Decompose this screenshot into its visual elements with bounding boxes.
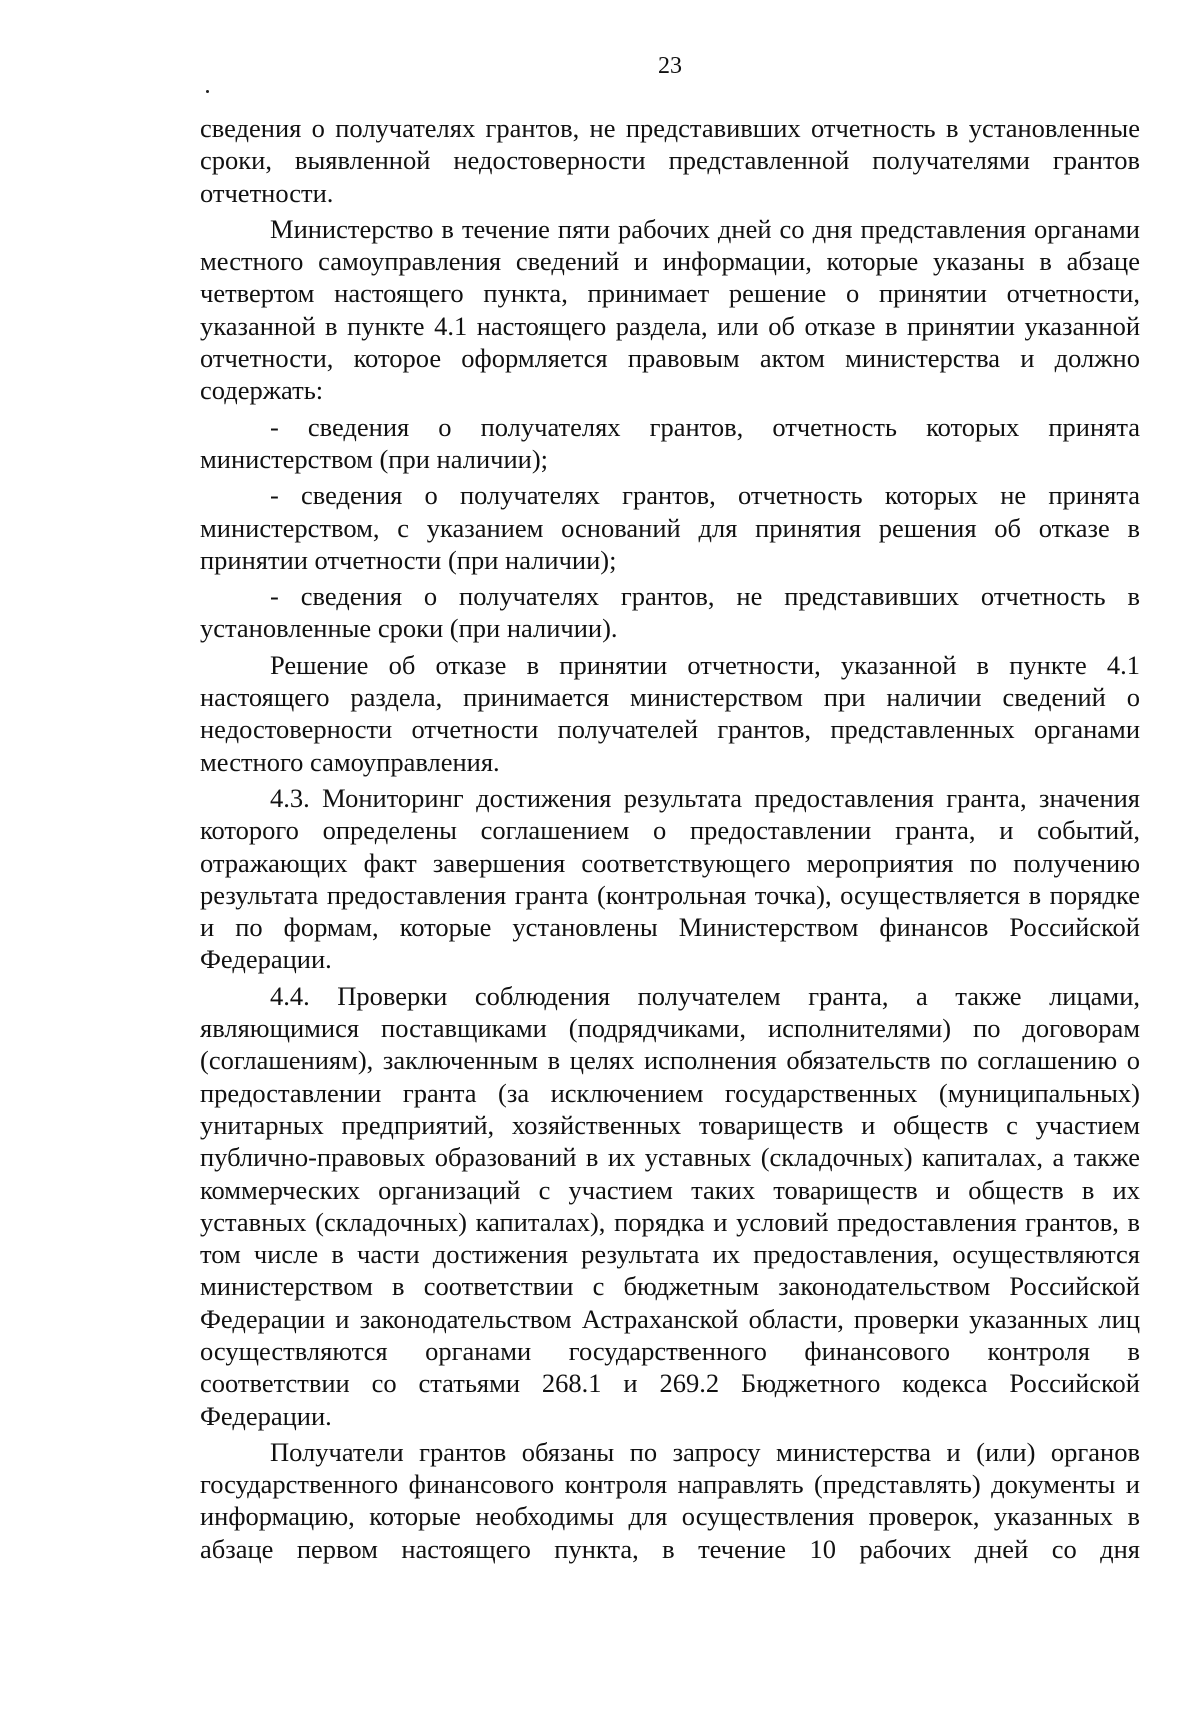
list-item: - сведения о получателях грантов, отчетность которых не принята министерством, с указанием оснований для принятия решения об отказе в принятии отчетности (при наличии); [200, 480, 1140, 575]
paragraph-last: Получатели грантов обязаны по запросу министерства и (или) органов государственного финансового контроля направлять (представлять) документы и информацию, которые необходимы для осуществления проверок, указанных в абзаце первом настоящего пункта, в течение 10 рабочих дней со дня [200, 1436, 1140, 1564]
list-item: - сведения о получателях грантов, не представивших отчетность в установленные сроки (при наличии). [200, 581, 1140, 644]
section-4-3-paragraph: 4.3. Мониторинг достижения результата предоставления гранта, значения которого определены соглашением о предоставлении гранта, и событий, отражающих факт завершения соответствующего мероприятия по получению результата предоставления гранта (контрольная точка), осуществляется в порядке и по формам, которые установлены Министерством финансов Российской Федерации. [200, 782, 1140, 975]
section-4-4-paragraph: 4.4. Проверки соблюдения получателем гранта, а также лицами, являющимися поставщиками (подрядчиками, исполнителями) по договорам (соглашениям), заключенным в целях исполнения обязательств по соглашению о предоставлении гранта (за исключением государственных (муниципальных) унитарных предприятий, хозяйственных товариществ и обществ с участием публично-правовых образований в их уставных (складочных) капиталах, а также коммерческих организаций с участием таких товариществ и обществ в их уставных (складочных) капиталах), порядка и условий предоставления грантов, в том числе в части достижения результата их предоставления, осуществляются министерством в соответствии с бюджетным законодательством Российской Федерации и законодательством Астраханской области, проверки указанных лиц осуществляются органами государственного финансового контроля в соответствии со статьями 268.1 и 269.2 Бюджетного кодекса Российской Федерации. [200, 980, 1140, 1431]
page-number: 23 [658, 53, 682, 79]
paragraph: Министерство в течение пяти рабочих дней со дня представления органами местного самоуправления сведений и информации, которые указаны в абзаце четвертом настоящего пункта, принимает решение о принятии отчетности, указанной в пункте 4.1 настоящего раздела, или об отказе в принятии указанной отчетности, которое оформляется правовым актом министерства и должно содержать: [200, 213, 1140, 406]
scan-speck [206, 90, 209, 93]
paragraph: Решение об отказе в принятии отчетности, указанной в пункте 4.1 настоящего раздела, принимается министерством при наличии сведений о недостоверности отчетности получателей грантов, представленных органами местного самоуправления. [200, 649, 1140, 777]
list-item: - сведения о получателях грантов, отчетность которых принята министерством (при наличии); [200, 411, 1140, 474]
document-body [200, 112, 1140, 1565]
paragraph: сведения о получателях грантов, не представивших отчетность в установленные сроки, выявленной недостоверности представленной получателями грантов отчетности. [200, 113, 1140, 208]
